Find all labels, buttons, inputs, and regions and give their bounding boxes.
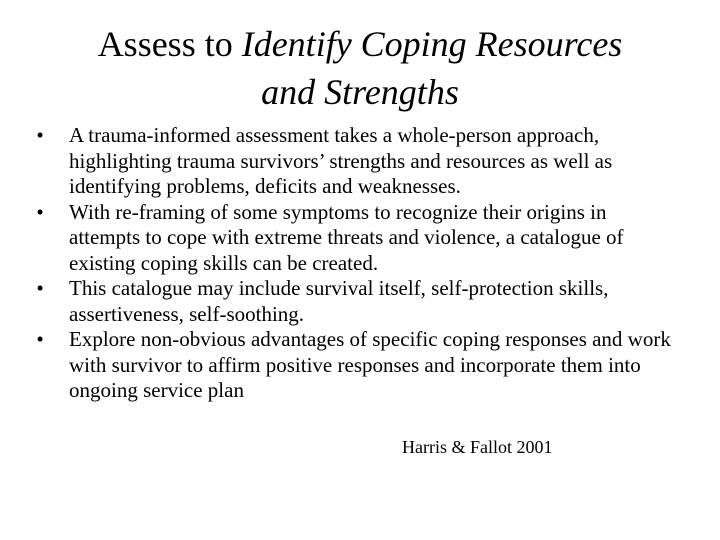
slide-title-emphasis-end: and Strengths [261,72,459,112]
slide-title-prefix: Assess to [97,24,233,64]
bullet-dot: • [36,276,44,300]
bullet-list [30,123,680,404]
bullet-dot: • [36,199,44,224]
bullet-item [30,200,680,277]
bullet-text: With re-framing of some symptoms to recognize their origins in attempts to cope with extreme threats and violence, a catalogue of existing coping skills can be created. [69,199,624,275]
bullet-item [30,276,680,327]
bullet-text: Explore non-obvious advantages of specific coping responses and work with survivor to affirm positive responses and incorporate them into ongoing service plan [69,327,671,402]
bullet-item [30,123,680,200]
bullet-dot: • [36,123,44,147]
bullet-text: A trauma-informed assessment takes a whole-person approach, highlighting trauma survivors’ strengths and resources as well as identifying problems, deficits and weaknesses. [69,123,613,198]
citation: Harris & Fallot 2001 [402,437,553,457]
bullet-dot: • [36,327,44,351]
slide-title-emphasis-start: Identify Coping Resources [241,24,623,64]
slide-title [40,20,680,116]
bullet-text: This catalogue may include survival itself, self-protection skills, assertiveness, self-soothing. [69,276,609,326]
bullet-item [30,327,680,404]
